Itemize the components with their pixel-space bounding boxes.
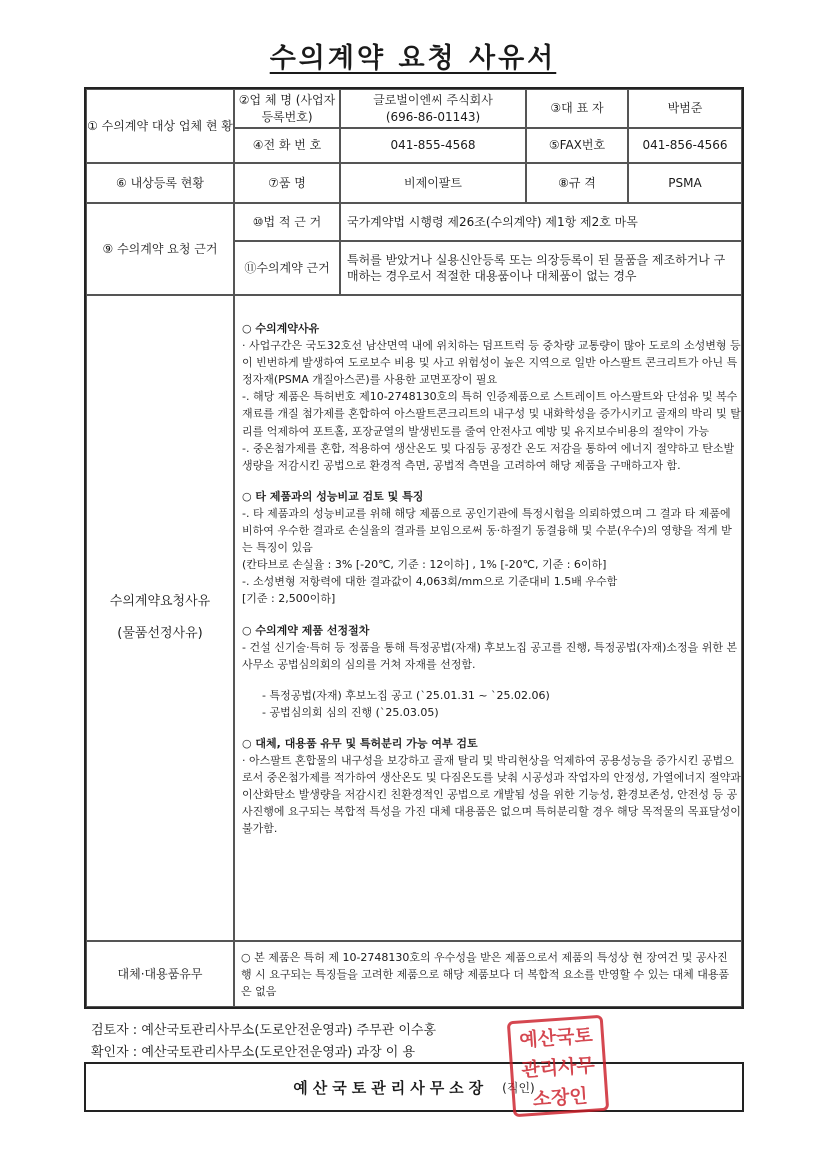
substitute-paragraph: · 아스팔트 혼합물의 내구성을 보강하고 골재 탈리 및 박리현상을 억제하여 공용성능을 증가시킨 공법으로서 중온첨가제를 적가하여 생산온도 및 다짐온도를 낮춰 시공성과 작업자의 안정성, 가열에너지 절약과 이산화탄소 발생량을 저감시킨 친환경적인 공법으로 개발됨 성을 위한 기능성, 환경보존성, 안전성 등 공사진행에 요구되는 복합적 특성을 가진 대체 대용품은 없으며 특허분리할 경우 해당 목적물의 목표달성이 불가함. (242, 754, 741, 836)
company-name-label: ②업 체 명 (사업자등록번호) (234, 89, 340, 128)
business-number: (696-86-01143) (385, 109, 481, 124)
approver-line: 확인자 : 예산국토관리사무소(도로안전운영과) 과장 이 용 (91, 1045, 416, 1060)
seal-mark: (직인) (502, 1080, 535, 1095)
phone-label: ④전 화 번 호 (234, 128, 340, 163)
company-name-value (340, 89, 526, 128)
ceo-label: ③대 표 자 (526, 89, 628, 128)
procedure-paragraph: - 건설 신기술·특허 등 정품을 통해 특정공법(자재) 후보노집 공고를 진행, 특정공법(자재)소정을 위한 본 사무소 공법심의회의 심의를 거쳐 자재를 선정함. (242, 640, 738, 671)
comparison-paragraph-4: [기준 : 2,500이하] (242, 592, 336, 606)
document-title: 수의계약 요청 사유서 (269, 43, 557, 74)
legal-basis-label: ⑩법 적 근 거 (234, 203, 340, 241)
procedure-item-2: - 공법심의회 심의 진행 (`25.03.05) (262, 705, 439, 719)
section-performance-comparison: ○ 타 제품과의 성능비교 검토 및 특징 (242, 489, 424, 503)
reviewer-line: 검토자 : 예산국토관리사무소(도로안전운영과) 주무관 이수홍 (91, 1023, 437, 1038)
phone-value: 041-855-4568 (340, 128, 526, 163)
section-substitute-review: ○ 대체, 대용품 유무 및 특허분리 가능 여부 검토 (242, 736, 478, 750)
official-seal-stamp: 예산국토관리사무소장인 (507, 1015, 609, 1117)
comparison-paragraph-2: (칸타브로 손실율 : 3% [-20℃, 기준 : 12이하] , 1% [-20℃, 기준 : 6이하] (242, 558, 607, 572)
vendor-status-label: ① 수의계약 대상 업체 현 황 (86, 89, 234, 163)
product-name-value: 비제이팔트 (340, 163, 526, 203)
substitute-label: 대체·대용품유무 (86, 941, 234, 1007)
company-name: 글로벌이엔씨 주식회사 (373, 93, 493, 108)
fax-label: ⑤FAX번호 (526, 128, 628, 163)
spec-value: PSMA (628, 163, 742, 203)
registration-status-label: ⑥ 내상등록 현황 (86, 163, 234, 203)
issuer-name: 예산국토관리사무소장 (293, 1078, 489, 1097)
request-reason-title: 수의계약요청사유 (109, 594, 211, 610)
issuer-box (84, 1062, 744, 1112)
spec-label: ⑧규 격 (526, 163, 628, 203)
product-selection-subtitle: (물품선정사유) (117, 626, 203, 641)
reason-paragraph-1: · 사업구간은 국도32호선 남산면역 내에 위치하는 덤프트럭 등 중차량 교통량이 많아 도로의 소성변형 등이 빈번하게 발생하여 도로보수 비용 및 사고 위험성이 높은 지역으로 일반 아스팔트 콘크리트가 아닌 특정자재(PSMA 개질아스콘)를 사용한 교면포장이 필요 (242, 339, 741, 387)
substitute-value: ○ 본 제품은 특허 제 10-2748130호의 우수성을 받은 제품으로서 제품의 특성상 현 장여건 및 공사진행 시 요구되는 특징들을 고려한 제품으로 해당 제품보다 더 복합적 요소를 반영할 수 있는 대체 대용품은 없음 (234, 941, 742, 1007)
section-contract-reason: ○ 수의계약사유 (242, 322, 320, 335)
contract-ground-label: ⑪수의계약 근거 (234, 241, 340, 295)
reason-paragraph-3: -. 중온첨가제를 혼합, 적용하여 생산온도 및 다짐등 공정간 온도 저감을 통하여 에너지 절약하고 탄소발생량을 저감시킨 공법으로 환경적 측면, 공법적 측면을 고려하여 해당 제품을 구매하고자 함. (242, 441, 735, 472)
contract-basis-label: ⑨ 수의계약 요청 근거 (86, 203, 234, 295)
request-reason-body (242, 320, 742, 838)
request-reason-label (86, 295, 234, 941)
reason-paragraph-2: -. 해당 제품은 특허번호 제10-2748130호의 특허 인증제품으로 스트레이트 아스팔트와 단섬유 및 복수재료를 개질 첨가제를 혼합하여 아스팔트콘크리트의 내구성 및 내화학성을 증가시키고 골재의 박리 및 탈리를 억제하여 포트홀, 포장균열의 발생빈도를 줄여 안전사고 예방 및 유지보수비용의 절약이 가능 (242, 390, 741, 438)
fax-value: 041-856-4566 (628, 128, 742, 163)
contract-ground-value: 특허를 받았거나 실용신안등록 또는 의장등록이 된 물품을 제조하거나 구매하는 경우로서 적절한 대용품이나 대체품이 없는 경우 (340, 241, 742, 295)
ceo-value: 박범준 (628, 89, 742, 128)
procedure-item-1: - 특정공법(자재) 후보노집 공고 (`25.01.31 ~ `25.02.06) (262, 688, 550, 702)
comparison-paragraph-1: -. 타 제품과의 성능비교를 위해 해당 제품으로 공인기관에 특정시험을 의뢰하였으며 그 결과 타 제품에 비하여 우수한 결과로 손실율의 결과를 보임으로써 동·하절기 동결융해 및 수분(우수)의 영향을 적게 받는 특징이 있음 (242, 506, 732, 555)
comparison-paragraph-3: -. 소성변형 저항력에 대한 결과값이 4,063회/mm으로 기준대비 1.5배 우수함 (242, 575, 618, 589)
product-name-label: ⑦품 명 (234, 163, 340, 203)
legal-basis-value: 국가계약법 시행령 제26조(수의계약) 제1항 제2호 마목 (340, 203, 742, 241)
section-selection-procedure: ○ 수의계약 제품 선정절차 (242, 623, 370, 637)
